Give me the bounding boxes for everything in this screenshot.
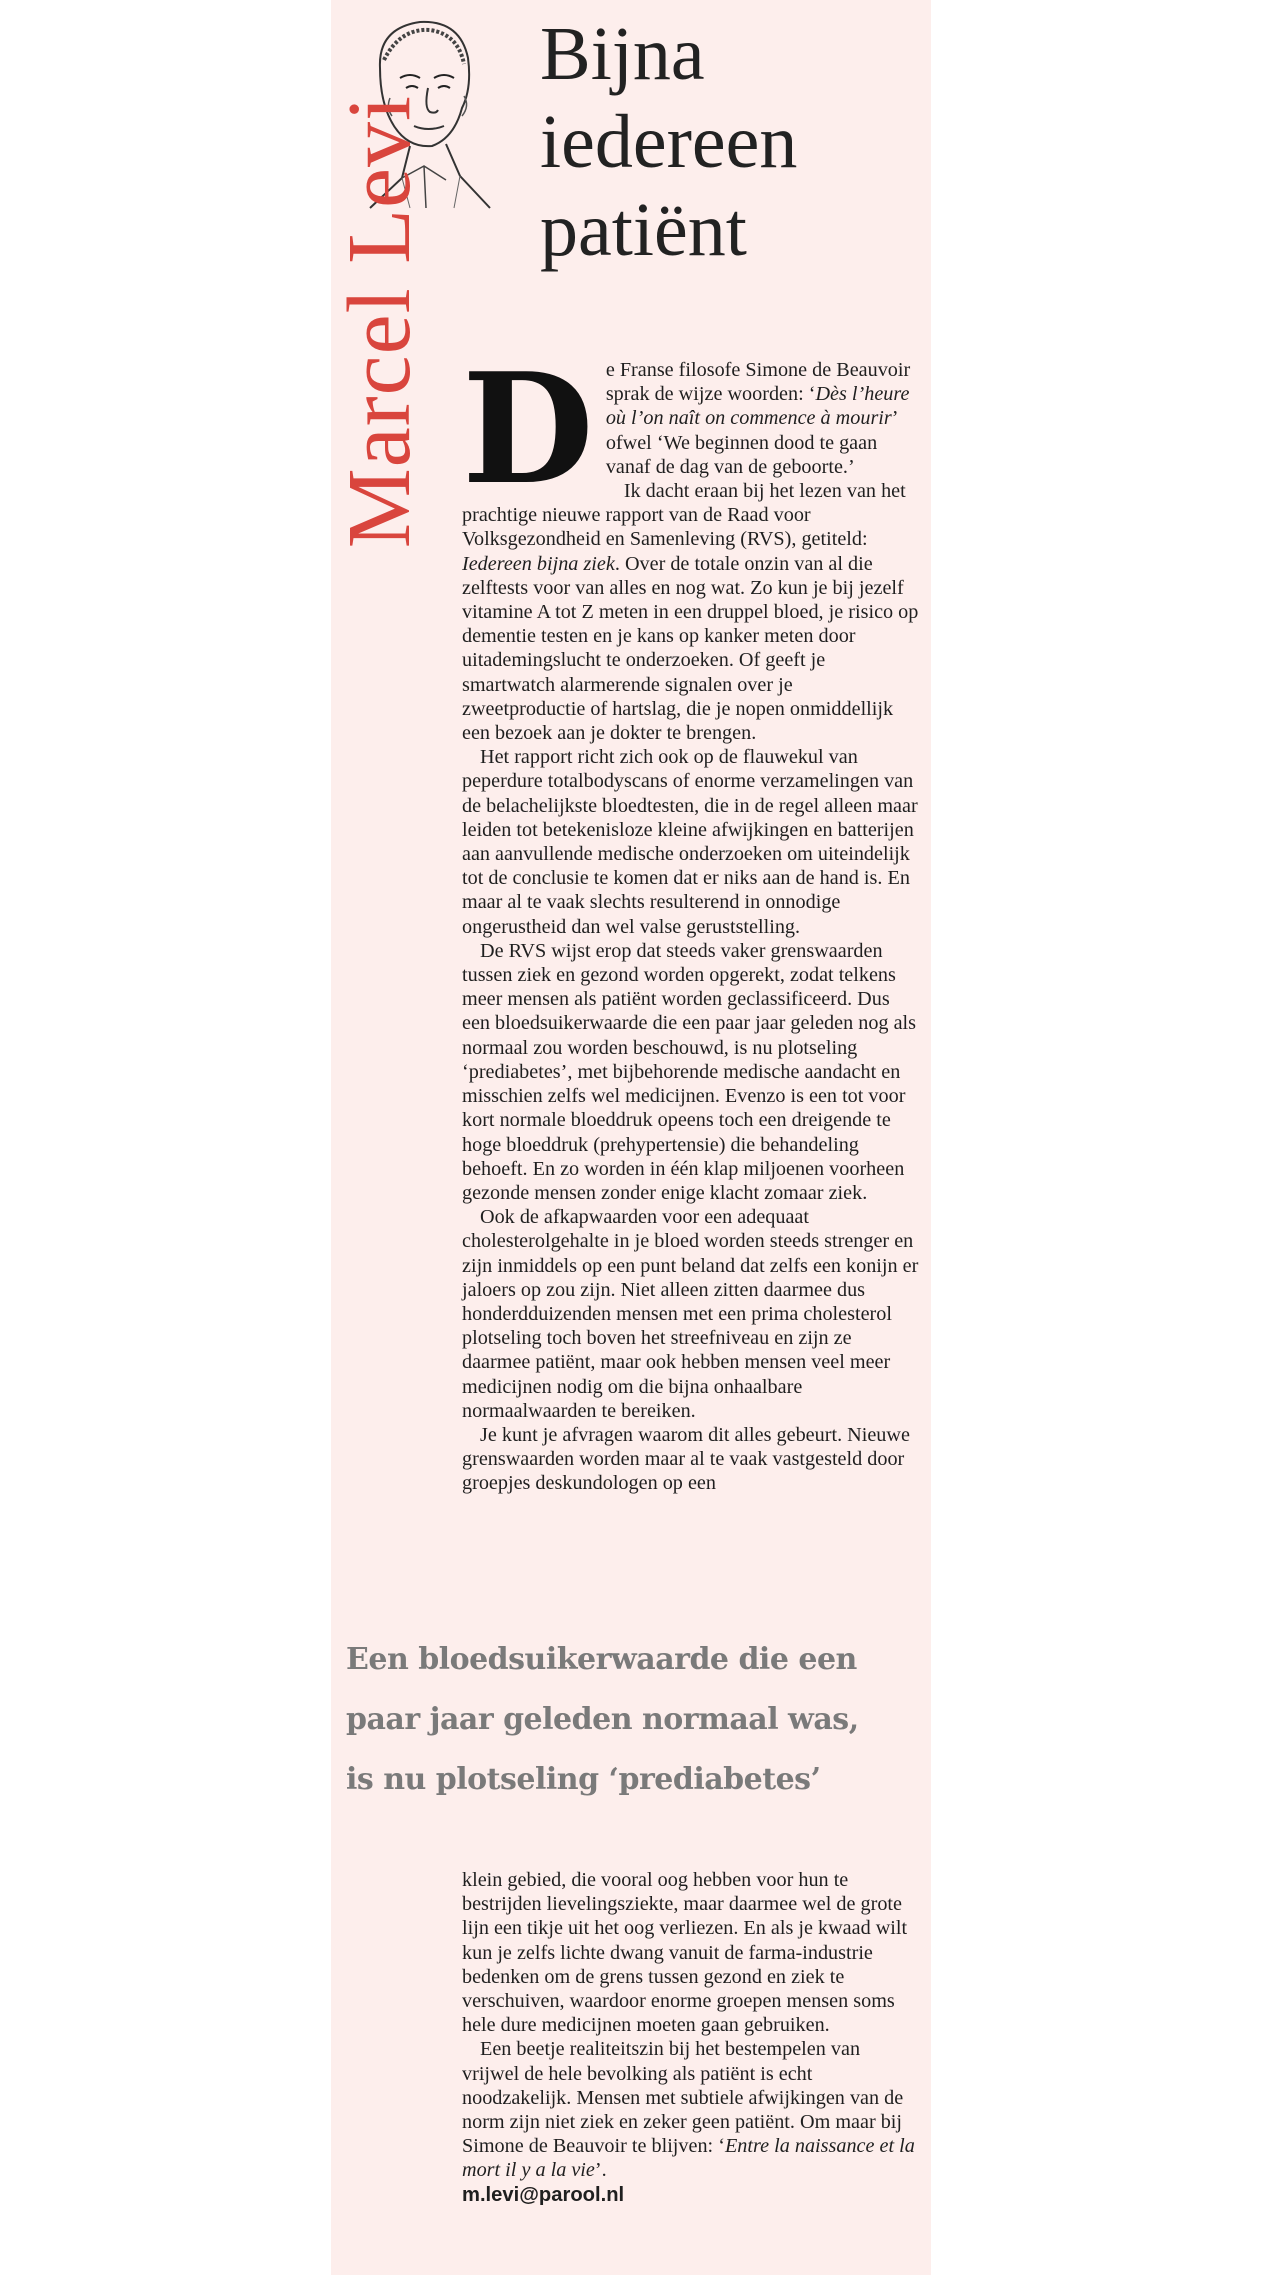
author-byline: Marcel Levi	[330, 95, 429, 549]
headline	[540, 10, 900, 274]
pull-quote	[346, 1630, 926, 1810]
drop-cap: D	[462, 339, 594, 518]
author-email[interactable]: m.levi@parool.nl	[462, 2183, 625, 2206]
report-title: Iedereen bijna ziek	[462, 552, 615, 575]
closing-french-quote: Entre la naissance et la mort il y a la vie	[462, 2135, 915, 2182]
article-body-top	[462, 339, 920, 1496]
paragraph-3: Het rapport richt zich ook op de flauwekul van peperdure totalbodyscans of enorme verzamelingen van de belachelijkste bloedtesten, die in de regel alleen maar leiden tot betekenisloze kleine afwijkingen en batterijen aan aanvullende medische onderzoeken om uiteindelijk tot de conclusie te komen dat er niks aan de hand is. En maar al te vaak slechts resulterend in onnodige ongerustheid dan wel valse geruststelling.	[462, 746, 918, 938]
pull-quote-line-2: paar jaar geleden normaal was,	[346, 1702, 859, 1737]
headline-line-3: patiënt	[540, 188, 747, 272]
p8-after: ’.	[594, 2159, 607, 2182]
pull-quote-line-3: is nu plotseling ‘prediabetes’	[346, 1762, 821, 1797]
paragraph-8	[462, 2037, 920, 2182]
article-body-bottom	[462, 1868, 920, 2207]
paragraph-6: Je kunt je afvragen waarom dit alles gebeurt. Nieuwe grenswaarden worden maar al te vaak vastgesteld door groepjes deskundologen op een	[462, 1423, 910, 1495]
p2-after: . Over de totale onzin van al die zelftests voor van alles en nog wat. Zo kun je bij jezelf vitamine A tot Z meten in een druppel bloed, je risico op dementie testen en je kans op kanker meten door uitademingslucht te onderzoeken. Of geeft je smartwatch alarmerende signalen over je zweetproductie of hartslag, die je nopen onmiddellijk een bezoek aan je dokter te brengen.	[462, 552, 919, 745]
headline-line-1: Bijna	[540, 12, 705, 96]
headline-line-2: iedereen	[540, 100, 798, 184]
paragraph-7: klein gebied, die vooral oog hebben voor hun te bestrijden lievelingsziekte, maar daarmee wel de grote lijn een tikje uit het oog verliezen. En als je kwaad wilt kun je zelfs lichte dwang vanuit de farma-industrie bedenken om de grens tussen gezond en ziek te verschuiven, waardoor enorme groepen mensen soms hele dure medicijnen moeten gaan gebruiken.	[462, 1869, 908, 2037]
paragraph-4: De RVS wijst erop dat steeds vaker grenswaarden tussen ziek en gezond worden opgerekt, zodat telkens meer mensen als patiënt worden geclassificeerd. Dus een bloedsuikerwaarde die een paar jaar geleden nog als normaal zou worden beschouwd, is nu plotseling ‘prediabetes’, met bijbehorende medische aandacht en misschien zelfs wel medicijnen. Evenzo is een tot voor kort normale bloeddruk opeens toch een dreigende te hoge bloeddruk (prehypertensie) die behandeling behoeft. En zo worden in één klap miljoenen voorheen gezonde mensen zonder enige klacht zomaar ziek.	[462, 939, 916, 1204]
intro-french-quote: Dès l’heure où l’on naît on commence à mourir	[605, 383, 910, 430]
intro-rest: ’ ofwel ‘We beginnen dood te gaan vanaf de dag van de geboorte.’	[605, 407, 897, 478]
paragraph-2	[462, 479, 920, 745]
pull-quote-line-1: Een bloedsuikerwaarde die een	[346, 1642, 857, 1677]
paragraph-5: Ook de afkapwaarden voor een adequaat cholesterolgehalte in je bloed worden steeds strenger en zijn inmiddels op een punt beland dat zelfs een konijn er jaloers op zou zijn. Niet alleen zitten daarmee dus honderdduizenden mensen met een prima cholesterol plotseling toch boven het streefniveau en zijn ze daarmee patiënt, maar ook hebben mensen veel meer medicijnen nodig om die bijna onhaalbare normaalwaarden te bereiken.	[462, 1206, 919, 1422]
p8-before: Een beetje realiteitszin bij het bestempelen van vrijwel de hele bevolking als patiënt is echt noodzakelijk. Mensen met subtiele afwijkingen van de norm zijn niet ziek en zeker geen patiënt. Om maar bij Simone de Beauvoir te blijven: ‘	[462, 2038, 904, 2158]
intro-lead: e Franse filosofe Simone de Beauvoir sprak de wijze woorden: ‘	[605, 359, 911, 406]
p2-before: Ik dacht eraan bij het lezen van het prachtige nieuwe rapport van de Raad voor Volksgezondheid en Samenleving (RVS), getiteld:	[462, 480, 906, 551]
